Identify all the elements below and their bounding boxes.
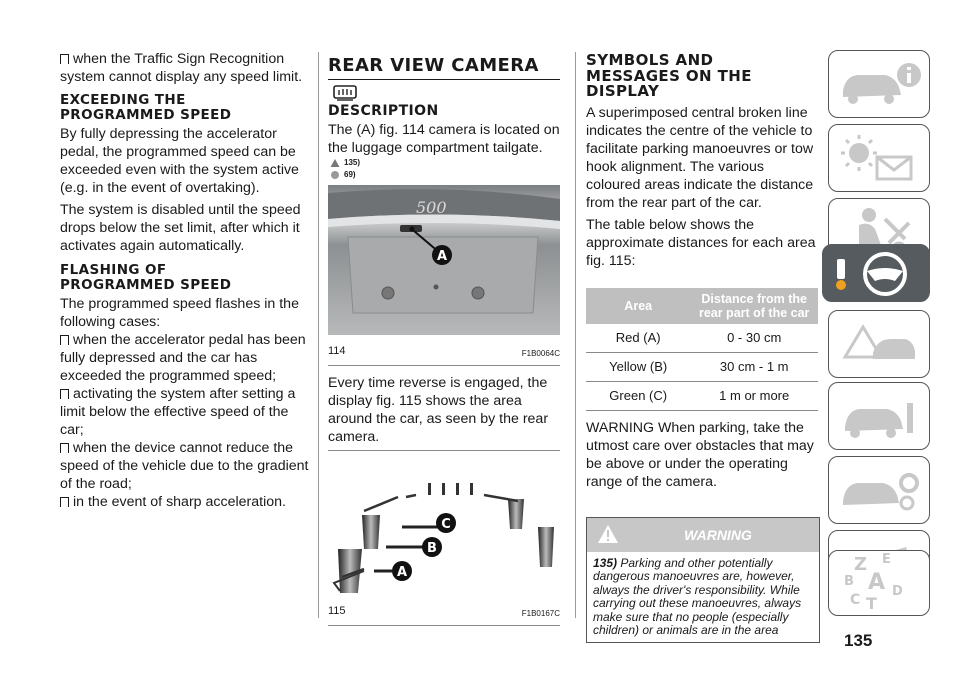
heading-description: DESCRIPTION: [328, 103, 439, 119]
title-rule: [328, 79, 560, 80]
side-tab-index[interactable]: [828, 550, 930, 616]
bullet-marker-icon: [60, 335, 69, 345]
figure-number: 115: [328, 604, 346, 617]
paragraph: The programmed speed flashes in the following cases:: [60, 296, 299, 330]
warning-triangle-icon: [330, 158, 340, 168]
table-cell: 30 cm - 1 m: [690, 352, 818, 381]
table-cell: Green (C): [586, 381, 690, 410]
car-gears-icon: [829, 457, 931, 525]
warning-box-title: WARNING: [684, 526, 752, 543]
table-row: [586, 381, 818, 410]
table-header: Distance from the rear part of the car: [690, 288, 818, 324]
paragraph: WARNING When parking, take the utmost care over obstacles that may be above or under the operating range of the camera.: [586, 419, 814, 490]
table-cell: 1 m or more: [690, 381, 818, 410]
paragraph: Every time reverse is engaged, the display fig. 115 shows the area around the car, as seen by the rear camera.: [328, 374, 549, 445]
table-row: [586, 352, 818, 381]
bullet-item: in the event of sharp acceleration.: [60, 493, 312, 511]
side-tab-car-info[interactable]: [828, 50, 930, 118]
heading-exceeding: EXCEEDING THE PROGRAMMED SPEED: [60, 92, 232, 123]
paragraph: By fully depressing the accelerator pedal, the programmed speed can be exceeded even with the system active (e.g. in the event of overtaking).: [60, 126, 299, 196]
column-right: [586, 50, 818, 643]
table-cell: Yellow (B): [586, 352, 690, 381]
table-cell: 0 - 30 cm: [690, 324, 818, 353]
bullet-marker-icon: [60, 497, 69, 507]
bullet-marker-icon: [60, 389, 69, 399]
figure-code: F1B0064C: [521, 348, 560, 358]
section-title: REAR VIEW CAMERA: [328, 55, 539, 76]
table-header: Area: [586, 288, 690, 324]
figure-114: [328, 185, 560, 366]
side-tab-emergency[interactable]: [828, 310, 930, 378]
table-cell: Red (A): [586, 324, 690, 353]
figure-caption: [328, 342, 560, 363]
camera-screen-icon: [332, 84, 358, 102]
distance-table: [586, 288, 818, 411]
caution-icon: [330, 170, 340, 180]
figure-115: [328, 481, 560, 626]
bullet-item: activating the system after setting a limit below the effective speed of the car;: [60, 386, 296, 438]
warning-box-body: [587, 552, 819, 642]
heading-flashing: FLASHING OF PROGRAMMED SPEED: [60, 262, 232, 293]
warning-reference: 135): [330, 157, 560, 169]
figure-label-c: C: [441, 516, 451, 532]
paragraph: The system is disabled until the speed drops below the set limit, after which it activates again automatically.: [60, 202, 301, 254]
figure-code: F1B0167C: [521, 608, 560, 618]
column-divider: [575, 52, 576, 618]
figure-label-a: A: [396, 564, 408, 580]
side-tab-lights-messages[interactable]: [828, 124, 930, 192]
section-title: SYMBOLS AND MESSAGES ON THE DISPLAY: [586, 51, 752, 100]
figure-rule: [328, 365, 560, 366]
warning-number: 135): [593, 555, 618, 570]
table-row: [586, 324, 818, 353]
rule: [328, 450, 560, 451]
camera-display-illustration: [328, 481, 560, 595]
car-maintenance-icon: [829, 383, 931, 451]
bullet-item: when the accelerator pedal has been fully depressed and the car has exceeded the programmed speed;: [60, 332, 306, 384]
bullet-marker-icon: [60, 443, 69, 453]
tailgate-camera-photo: [328, 185, 560, 335]
figure-rule: [328, 625, 560, 626]
page-number: 135: [844, 631, 873, 650]
paragraph: The table below shows the approximate distances for each area fig. 115:: [586, 216, 816, 269]
bullet-marker-icon: [60, 54, 69, 64]
svg-text:500: 500: [416, 197, 447, 217]
table-header-row: [586, 288, 818, 324]
lights-message-icon: [829, 125, 931, 193]
bullet-item: when the device cannot reduce the speed of the vehicle due to the gradient of the road;: [60, 440, 309, 492]
column-divider: [318, 52, 319, 618]
paragraph: A superimposed central broken line indicates the centre of the vehicle to facilitate parking manoeuvres or tow hook alignment. The various coloured areas indicate the distance from the rear part of the car.: [586, 104, 814, 211]
warning-triangle-car-icon: [829, 311, 931, 379]
paragraph: The (A) fig. 114 camera is located on the luggage compartment tailgate.: [328, 121, 560, 156]
warning-text: Parking and other potentially dangerous manoeuvres are, however, always the driver's responsibility. While carrying out these manoeuvres, always make sure that no people (especially children) or animals are in the area: [593, 555, 802, 637]
side-tab-technical-data[interactable]: [828, 456, 930, 524]
warning-box: [586, 517, 820, 643]
side-tab-maintenance[interactable]: [828, 382, 930, 450]
column-middle: [328, 50, 560, 626]
key-steering-wheel-icon: [823, 245, 931, 303]
column-left: [60, 50, 312, 511]
side-tab-starting-driving[interactable]: [822, 244, 930, 302]
car-info-icon: [829, 51, 931, 119]
alphabet-index-icon: Z E B A C T D: [844, 552, 903, 613]
figure-label-a: A: [436, 248, 448, 264]
warning-triangle-icon: [597, 524, 619, 544]
figure-caption: [328, 602, 560, 623]
figure-number: 114: [328, 344, 346, 357]
figure-label-b: B: [427, 540, 437, 556]
caution-reference: 69): [330, 169, 560, 181]
bullet-item: when the Traffic Sign Recognition system cannot display any speed limit.: [60, 51, 303, 85]
warning-box-header: [587, 518, 819, 552]
